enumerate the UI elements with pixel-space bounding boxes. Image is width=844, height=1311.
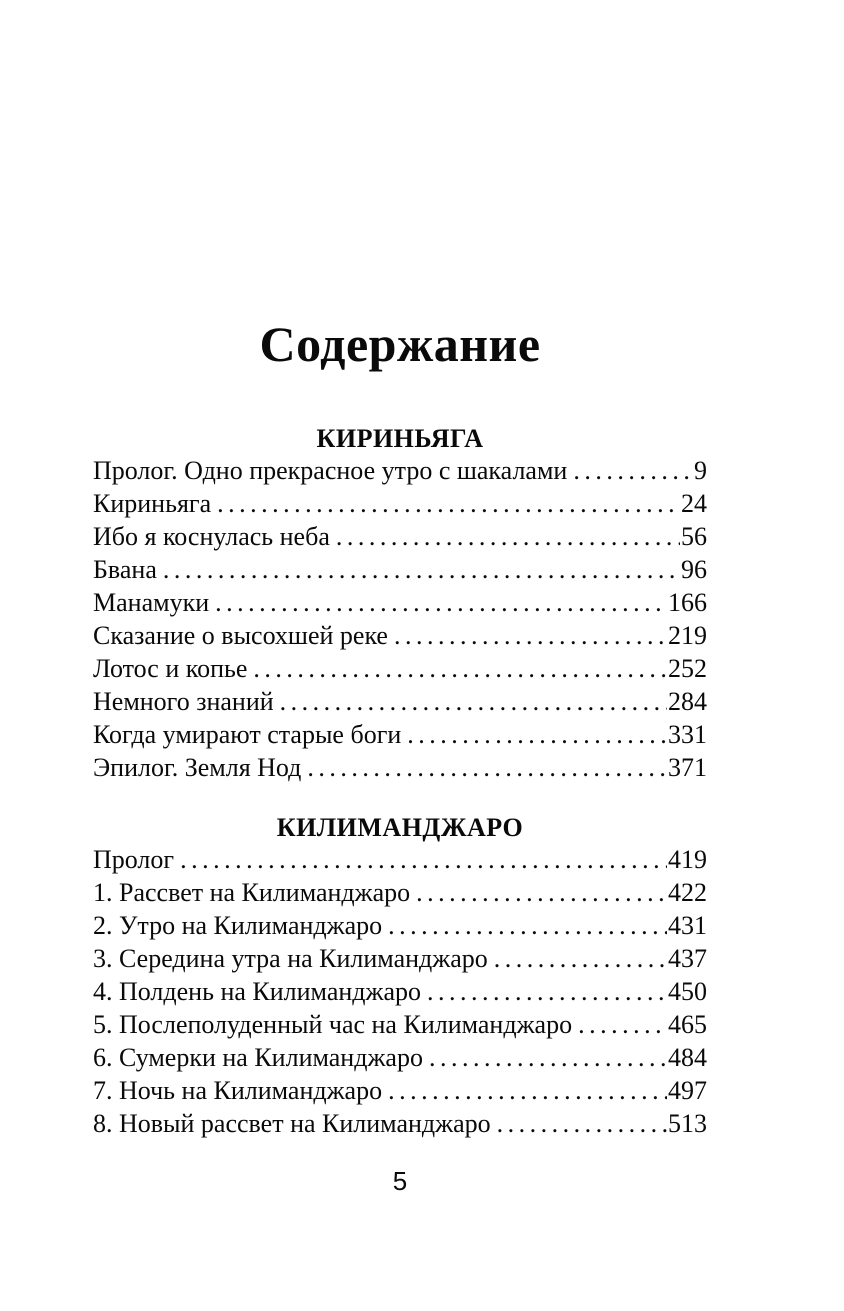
toc-entry-page: 484 bbox=[668, 1043, 707, 1072]
dot-leader bbox=[388, 1074, 667, 1107]
toc-entry-title: Сказание о высохшей реке bbox=[93, 621, 388, 650]
dot-leader bbox=[163, 553, 680, 586]
toc-entry bbox=[93, 1074, 707, 1107]
toc-entry-title: 6. Сумерки на Килиманджаро bbox=[93, 1043, 423, 1072]
dot-leader bbox=[497, 1107, 667, 1140]
toc-entry-title: 8. Новый рассвет на Килиманджаро bbox=[93, 1109, 491, 1138]
toc-entry-title: 2. Утро на Килиманджаро bbox=[93, 911, 383, 940]
toc-entry bbox=[93, 1008, 707, 1041]
toc-entry bbox=[93, 975, 707, 1008]
toc-entry-title: Манамуки bbox=[93, 588, 210, 617]
toc-entry-title: 5. Послеполуденный час на Килиманджаро bbox=[93, 1010, 573, 1039]
toc-entry-title: Ибо я коснулась неба bbox=[93, 522, 330, 551]
toc-entry-title: Немного знаний bbox=[93, 687, 274, 716]
section-heading-kilimanjaro: КИЛИМАНДЖАРО bbox=[276, 813, 524, 842]
page-title: Содержание bbox=[259, 316, 541, 372]
toc-entry-page: 450 bbox=[668, 977, 707, 1006]
toc-entry-page: 252 bbox=[668, 654, 707, 683]
toc-entry-page: 437 bbox=[668, 944, 707, 973]
dot-leader bbox=[388, 909, 667, 942]
toc-entry bbox=[93, 487, 707, 520]
toc-entry-page: 513 bbox=[668, 1109, 707, 1138]
dot-leader bbox=[573, 454, 693, 487]
toc-entry bbox=[93, 553, 707, 586]
dot-leader bbox=[494, 942, 667, 975]
dot-leader bbox=[215, 586, 667, 619]
toc-entry-page: 166 bbox=[668, 588, 707, 617]
dot-leader bbox=[217, 487, 680, 520]
toc-entry bbox=[93, 718, 707, 751]
toc-entry bbox=[93, 454, 707, 487]
dot-leader bbox=[253, 652, 667, 685]
dot-leader bbox=[578, 1008, 667, 1041]
toc-entry-title: 1. Рассвет на Килиманджаро bbox=[93, 878, 411, 907]
toc-list-kirinyaga bbox=[93, 454, 707, 784]
toc-entry-title: 4. Полдень на Килиманджаро bbox=[93, 977, 422, 1006]
dot-leader bbox=[280, 685, 667, 718]
toc-entry-page: 24 bbox=[681, 489, 707, 518]
toc-entry-page: 219 bbox=[668, 621, 707, 650]
folio-page-number: 5 bbox=[392, 1166, 408, 1196]
toc-entry-page: 9 bbox=[694, 456, 707, 485]
toc-entry-page: 419 bbox=[668, 845, 707, 874]
toc-entry bbox=[93, 843, 707, 876]
toc-entry bbox=[93, 520, 707, 553]
toc-entry bbox=[93, 586, 707, 619]
toc-entry-page: 96 bbox=[681, 555, 707, 584]
toc-entry-page: 465 bbox=[668, 1010, 707, 1039]
toc-entry-title: Кириньяга bbox=[93, 489, 212, 518]
dot-leader bbox=[416, 876, 667, 909]
toc-entry-title: Когда умирают старые боги bbox=[93, 720, 402, 749]
toc-entry bbox=[93, 876, 707, 909]
toc-entry-title: Эпилог. Земля Нод bbox=[93, 753, 302, 782]
toc-entry-page: 431 bbox=[668, 911, 707, 940]
toc-list-kilimanjaro bbox=[93, 843, 707, 1140]
toc-entry-title: Пролог bbox=[93, 845, 175, 874]
section-heading-kirinyaga: КИРИНЬЯГА bbox=[316, 424, 484, 453]
toc-entry-title: Лотос и копье bbox=[93, 654, 248, 683]
dot-leader bbox=[429, 1041, 667, 1074]
dot-leader bbox=[407, 718, 667, 751]
toc-entry-title: Бвана bbox=[93, 555, 157, 584]
toc-entry-page: 284 bbox=[668, 687, 707, 716]
dot-leader bbox=[427, 975, 667, 1008]
dot-leader bbox=[307, 751, 667, 784]
dot-leader bbox=[394, 619, 667, 652]
toc-entry-page: 56 bbox=[681, 522, 707, 551]
toc-entry bbox=[93, 909, 707, 942]
toc-entry bbox=[93, 942, 707, 975]
toc-entry-page: 422 bbox=[668, 878, 707, 907]
toc-entry-page: 331 bbox=[668, 720, 707, 749]
toc-entry bbox=[93, 685, 707, 718]
toc-entry bbox=[93, 1107, 707, 1140]
toc-entry-title: 3. Середина утра на Килиманджаро bbox=[93, 944, 488, 973]
toc-entry bbox=[93, 751, 707, 784]
contents-block bbox=[93, 0, 707, 1198]
toc-entry bbox=[93, 1041, 707, 1074]
toc-entry-title: 7. Ночь на Килиманджаро bbox=[93, 1076, 383, 1105]
toc-entry bbox=[93, 652, 707, 685]
toc-entry-page: 371 bbox=[668, 753, 707, 782]
dot-leader bbox=[336, 520, 680, 553]
toc-entry bbox=[93, 619, 707, 652]
toc-entry-page: 497 bbox=[668, 1076, 707, 1105]
toc-entry-title: Пролог. Одно прекрасное утро с шакалами bbox=[93, 456, 568, 485]
dot-leader bbox=[180, 843, 667, 876]
